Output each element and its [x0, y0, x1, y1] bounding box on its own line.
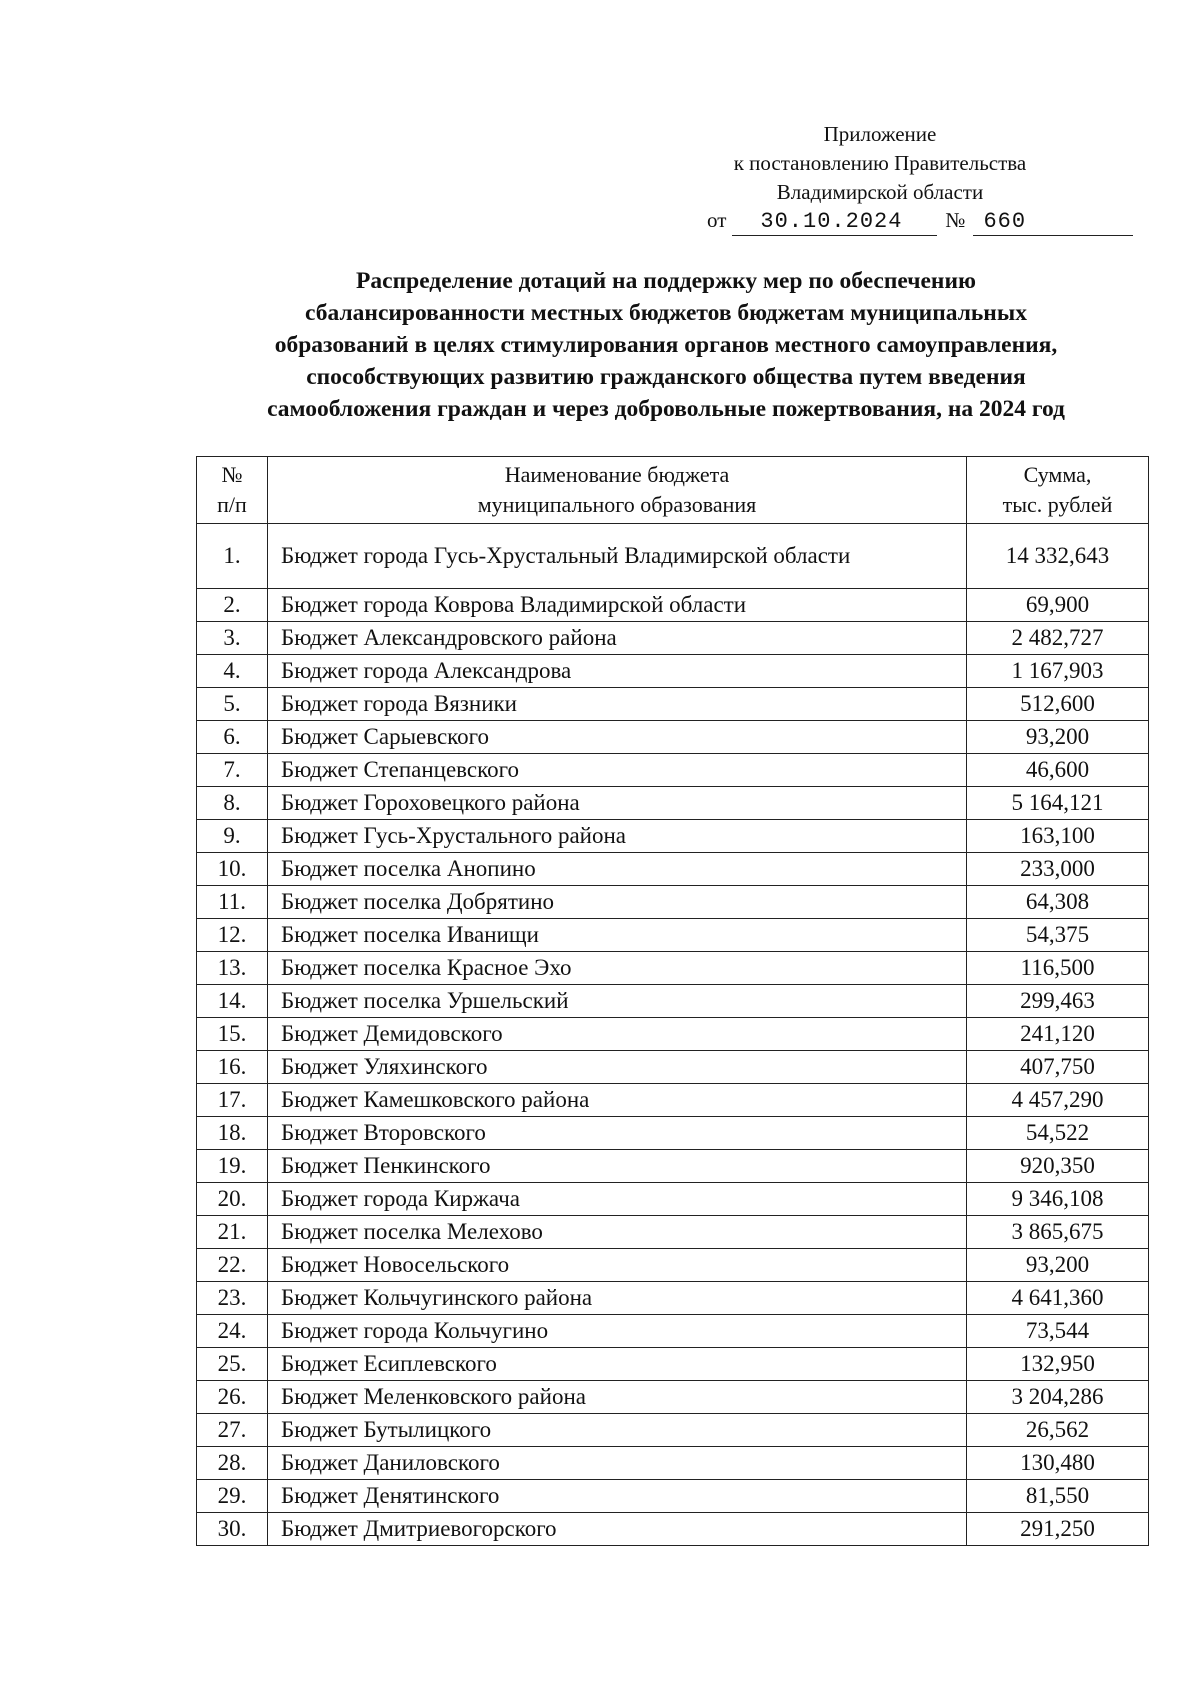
row-number: 21. — [197, 1216, 268, 1249]
budget-name: Бюджет Кольчугинского района — [268, 1282, 967, 1315]
table-row — [197, 1315, 1149, 1348]
budget-name: Бюджет Пенкинского — [268, 1150, 967, 1183]
budget-sum: 73,544 — [967, 1315, 1149, 1348]
budget-name: Бюджет Бутылицкого — [268, 1414, 967, 1447]
budget-name: Бюджет поселка Иванищи — [268, 919, 967, 952]
budget-sum: 81,550 — [967, 1480, 1149, 1513]
budget-name: Бюджет Второвского — [268, 1117, 967, 1150]
budget-sum: 54,375 — [967, 919, 1149, 952]
title-line: сбалансированности местных бюджетов бюджетам муниципальных — [305, 300, 1027, 326]
row-number: 13. — [197, 952, 268, 985]
document-title — [186, 265, 1146, 425]
row-number: 18. — [197, 1117, 268, 1150]
row-number: 26. — [197, 1381, 268, 1414]
budget-name: Бюджет Демидовского — [268, 1018, 967, 1051]
budget-name: Бюджет поселка Уршельский — [268, 985, 967, 1018]
budget-sum: 116,500 — [967, 952, 1149, 985]
budget-name: Бюджет Дмитриевогорского — [268, 1513, 967, 1546]
budget-sum: 64,308 — [967, 886, 1149, 919]
budget-name: Бюджет Александровского района — [268, 622, 967, 655]
budget-name: Бюджет Степанцевского — [268, 754, 967, 787]
table-row — [197, 1249, 1149, 1282]
budget-name: Бюджет Гусь-Хрустального района — [268, 820, 967, 853]
budget-sum: 163,100 — [967, 820, 1149, 853]
budget-sum: 299,463 — [967, 985, 1149, 1018]
header-sum-line: Сумма, — [1023, 462, 1092, 487]
table-row — [197, 985, 1149, 1018]
budget-sum: 2 482,727 — [967, 622, 1149, 655]
table-body — [197, 524, 1149, 1546]
budget-name: Бюджет города Гусь-Хрустальный Владимирской области — [268, 524, 967, 589]
budget-sum: 3 204,286 — [967, 1381, 1149, 1414]
budget-sum: 26,562 — [967, 1414, 1149, 1447]
table-row — [197, 1381, 1149, 1414]
header-num-line: п/п — [217, 492, 247, 517]
row-number: 11. — [197, 886, 268, 919]
table-row — [197, 853, 1149, 886]
budget-sum: 132,950 — [967, 1348, 1149, 1381]
table-row — [197, 919, 1149, 952]
budget-name: Бюджет поселка Добрятино — [268, 886, 967, 919]
budget-name: Бюджет поселка Анопино — [268, 853, 967, 886]
row-number: 15. — [197, 1018, 268, 1051]
header-name — [268, 457, 967, 524]
order-number: 660 — [973, 209, 1133, 236]
budget-sum: 512,600 — [967, 688, 1149, 721]
budget-name: Бюджет Денятинского — [268, 1480, 967, 1513]
row-number: 16. — [197, 1051, 268, 1084]
budget-table — [196, 456, 1149, 1546]
row-number: 23. — [197, 1282, 268, 1315]
row-number: 8. — [197, 787, 268, 820]
row-number: 1. — [197, 524, 268, 589]
table-row — [197, 1018, 1149, 1051]
row-number: 9. — [197, 820, 268, 853]
table-row — [197, 952, 1149, 985]
budget-sum: 241,120 — [967, 1018, 1149, 1051]
row-number: 7. — [197, 754, 268, 787]
budget-name: Бюджет Меленковского района — [268, 1381, 967, 1414]
row-number: 17. — [197, 1084, 268, 1117]
budget-sum: 54,522 — [967, 1117, 1149, 1150]
budget-name: Бюджет Сарыевского — [268, 721, 967, 754]
budget-sum: 3 865,675 — [967, 1216, 1149, 1249]
budget-sum: 69,900 — [967, 589, 1149, 622]
appendix-line: к постановлению Правительства — [733, 151, 1027, 175]
title-line: самообложения граждан и через добровольные пожертвования, на 2024 год — [267, 396, 1065, 422]
row-number: 6. — [197, 721, 268, 754]
budget-sum: 4 457,290 — [967, 1084, 1149, 1117]
table-row — [197, 655, 1149, 688]
header-name-line: муниципального образования — [477, 492, 757, 517]
order-from-label: от — [707, 208, 727, 232]
title-line: способствующих развитию гражданского общества путем введения — [306, 364, 1026, 390]
row-number: 19. — [197, 1150, 268, 1183]
header-num — [197, 457, 268, 524]
table-row — [197, 589, 1149, 622]
header-sum-line: тыс. рублей — [1002, 492, 1113, 517]
title-line: образований в целях стимулирования органов местного самоуправления, — [274, 332, 1058, 358]
budget-sum: 93,200 — [967, 721, 1149, 754]
order-date: 30.10.2024 — [732, 209, 937, 236]
row-number: 27. — [197, 1414, 268, 1447]
budget-name: Бюджет Камешковского района — [268, 1084, 967, 1117]
table-row — [197, 1183, 1149, 1216]
table-row — [197, 721, 1149, 754]
budget-name: Бюджет поселка Красное Эхо — [268, 952, 967, 985]
row-number: 2. — [197, 589, 268, 622]
budget-name: Бюджет города Киржача — [268, 1183, 967, 1216]
table-row — [197, 886, 1149, 919]
row-number: 29. — [197, 1480, 268, 1513]
row-number: 12. — [197, 919, 268, 952]
row-number: 25. — [197, 1348, 268, 1381]
table-row — [197, 524, 1149, 589]
order-number-label: № — [945, 208, 966, 232]
header-sum — [967, 457, 1149, 524]
table-row — [197, 1480, 1149, 1513]
budget-sum: 233,000 — [967, 853, 1149, 886]
budget-sum: 1 167,903 — [967, 655, 1149, 688]
budget-sum: 14 332,643 — [967, 524, 1149, 589]
budget-sum: 407,750 — [967, 1051, 1149, 1084]
appendix-header — [690, 120, 1070, 207]
row-number: 20. — [197, 1183, 268, 1216]
table-row — [197, 1447, 1149, 1480]
table-row — [197, 688, 1149, 721]
budget-sum: 291,250 — [967, 1513, 1149, 1546]
budget-sum: 46,600 — [967, 754, 1149, 787]
budget-name: Бюджет города Вязники — [268, 688, 967, 721]
header-name-line: Наименование бюджета — [504, 462, 730, 487]
header-num-line: № — [221, 462, 243, 487]
table-row — [197, 787, 1149, 820]
appendix-line: Приложение — [823, 122, 937, 146]
budget-name: Бюджет города Александрова — [268, 655, 967, 688]
table-row — [197, 1051, 1149, 1084]
row-number: 10. — [197, 853, 268, 886]
title-line: Распределение дотаций на поддержку мер по обеспечению — [356, 268, 976, 294]
appendix-line: Владимирской области — [776, 180, 984, 204]
budget-sum: 5 164,121 — [967, 787, 1149, 820]
budget-name: Бюджет Новосельского — [268, 1249, 967, 1282]
budget-sum: 4 641,360 — [967, 1282, 1149, 1315]
table-row — [197, 1117, 1149, 1150]
budget-name: Бюджет Уляхинского — [268, 1051, 967, 1084]
row-number: 5. — [197, 688, 268, 721]
row-number: 30. — [197, 1513, 268, 1546]
row-number: 22. — [197, 1249, 268, 1282]
budget-sum: 130,480 — [967, 1447, 1149, 1480]
table-row — [197, 1150, 1149, 1183]
table-row — [197, 820, 1149, 853]
table-row — [197, 1084, 1149, 1117]
budget-name: Бюджет поселка Мелехово — [268, 1216, 967, 1249]
table-row — [197, 1414, 1149, 1447]
budget-name: Бюджет Даниловского — [268, 1447, 967, 1480]
table-row — [197, 1348, 1149, 1381]
budget-name: Бюджет города Кольчугино — [268, 1315, 967, 1348]
budget-sum: 920,350 — [967, 1150, 1149, 1183]
table-row — [197, 1216, 1149, 1249]
budget-name: Бюджет Гороховецкого района — [268, 787, 967, 820]
budget-sum: 9 346,108 — [967, 1183, 1149, 1216]
row-number: 4. — [197, 655, 268, 688]
order-reference — [707, 205, 1147, 235]
row-number: 3. — [197, 622, 268, 655]
table-row — [197, 622, 1149, 655]
table-row — [197, 1282, 1149, 1315]
table-row — [197, 1513, 1149, 1546]
budget-name: Бюджет города Коврова Владимирской области — [268, 589, 967, 622]
row-number: 28. — [197, 1447, 268, 1480]
row-number: 24. — [197, 1315, 268, 1348]
budget-sum: 93,200 — [967, 1249, 1149, 1282]
row-number: 14. — [197, 985, 268, 1018]
table-row — [197, 754, 1149, 787]
table-header-row — [197, 457, 1149, 524]
budget-name: Бюджет Есиплевского — [268, 1348, 967, 1381]
